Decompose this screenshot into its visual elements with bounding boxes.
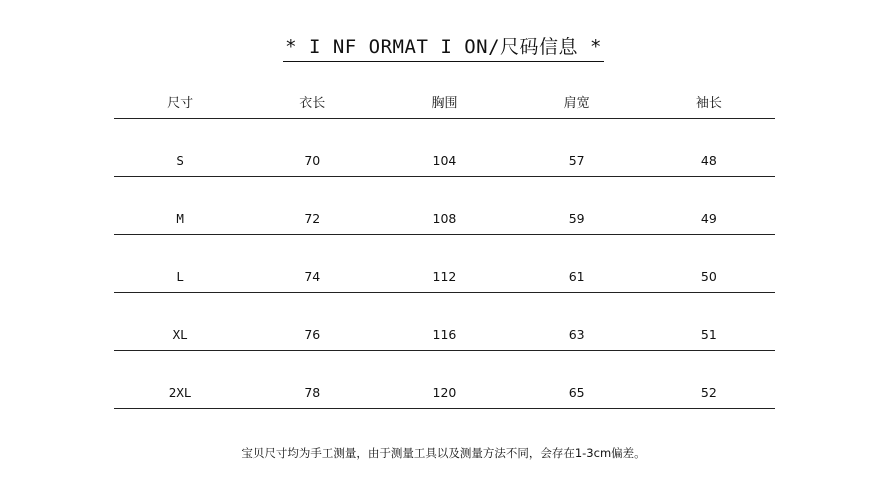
measurement-note: 宝贝尺寸均为手工测量，由于测量工具以及测量方法不同，会存在1-3cm偏差。 [241,446,646,460]
header-length: 衣长 [299,96,326,111]
length-cell: 78 [304,385,321,400]
shoulder-cell: 65 [568,385,585,400]
size-table [114,90,775,409]
sleeve-cell: 49 [700,211,717,226]
sleeve-cell: 52 [700,385,717,400]
header-sleeve: 袖长 [695,96,722,111]
length-cell: 76 [304,327,321,342]
title-text: * I NF ORMAT I ON/尺码信息 * [283,34,604,62]
size-cell: XL [172,327,188,342]
page-title [0,34,887,62]
chest-cell: 120 [432,385,457,400]
chest-cell: 104 [432,153,457,168]
shoulder-cell: 61 [568,269,585,284]
table-header-row [114,90,775,119]
size-cell: 2XL [168,385,192,400]
table-row [114,293,775,351]
chest-cell: 112 [432,269,457,284]
sleeve-cell: 51 [700,327,717,342]
header-shoulder: 肩宽 [563,96,590,111]
header-chest: 胸围 [431,96,458,111]
table-row [114,351,775,409]
sleeve-cell: 50 [700,269,717,284]
table-row [114,119,775,177]
size-cell: S [176,153,184,168]
length-cell: 74 [304,269,321,284]
table-row [114,177,775,235]
length-cell: 72 [304,211,321,226]
header-size: 尺寸 [167,96,194,111]
shoulder-cell: 59 [568,211,585,226]
sleeve-cell: 48 [700,153,717,168]
size-cell: M [176,211,184,226]
shoulder-cell: 63 [568,327,585,342]
table-row [114,235,775,293]
length-cell: 70 [304,153,321,168]
size-cell: L [176,269,184,284]
shoulder-cell: 57 [568,153,585,168]
chest-cell: 116 [432,327,457,342]
chest-cell: 108 [432,211,457,226]
